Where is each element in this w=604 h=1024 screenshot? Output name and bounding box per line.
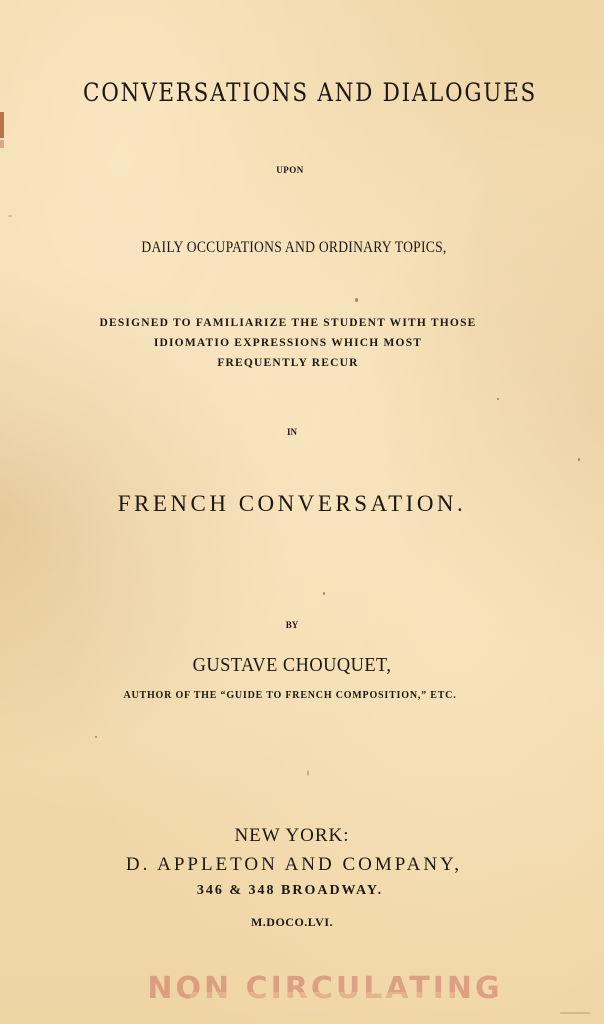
paper-speck xyxy=(355,298,358,302)
author-description: AUTHOR OF THE “GUIDE TO FRENCH COMPOSITION,” ETC. xyxy=(123,690,457,701)
main-topic: FRENCH CONVERSATION. xyxy=(117,491,467,516)
publisher-city: NEW YORK: xyxy=(234,825,350,846)
author-name: GUSTAVE CHOUQUET, xyxy=(192,654,392,676)
connector-in: IN xyxy=(286,427,297,437)
binding-stain xyxy=(0,140,4,148)
paper-speck xyxy=(497,398,499,400)
description-line: FREQUENTLY RECUR xyxy=(217,357,359,369)
book-subtitle: DAILY OCCUPATIONS AND ORDINARY TOPICS, xyxy=(141,239,447,256)
connector-upon: UPON xyxy=(276,165,304,175)
stamp-text: NON CIRCULATING xyxy=(147,971,503,1006)
paper-speck xyxy=(578,458,580,461)
library-stamp xyxy=(147,962,503,1012)
publisher-address: 346 & 348 BROADWAY. xyxy=(196,883,384,898)
publisher-name: D. APPLETON AND COMPANY, xyxy=(125,854,463,875)
paper-speck xyxy=(323,592,325,595)
paper-speck xyxy=(307,770,309,776)
description-line: DESIGNED TO FAMILIARIZE THE STUDENT WITH THOSE xyxy=(99,317,477,329)
binding-stain xyxy=(0,112,4,138)
connector-by: BY xyxy=(285,620,299,630)
book-title: CONVERSATIONS AND DIALOGUES xyxy=(83,78,537,107)
paper-speck xyxy=(560,1012,590,1014)
paper-speck xyxy=(95,736,97,738)
publication-year: M.DOCO.LVI. xyxy=(250,915,334,929)
paper-speck xyxy=(8,215,12,217)
description-line: IDIOMATIO EXPRESSIONS WHICH MOST xyxy=(153,337,423,349)
